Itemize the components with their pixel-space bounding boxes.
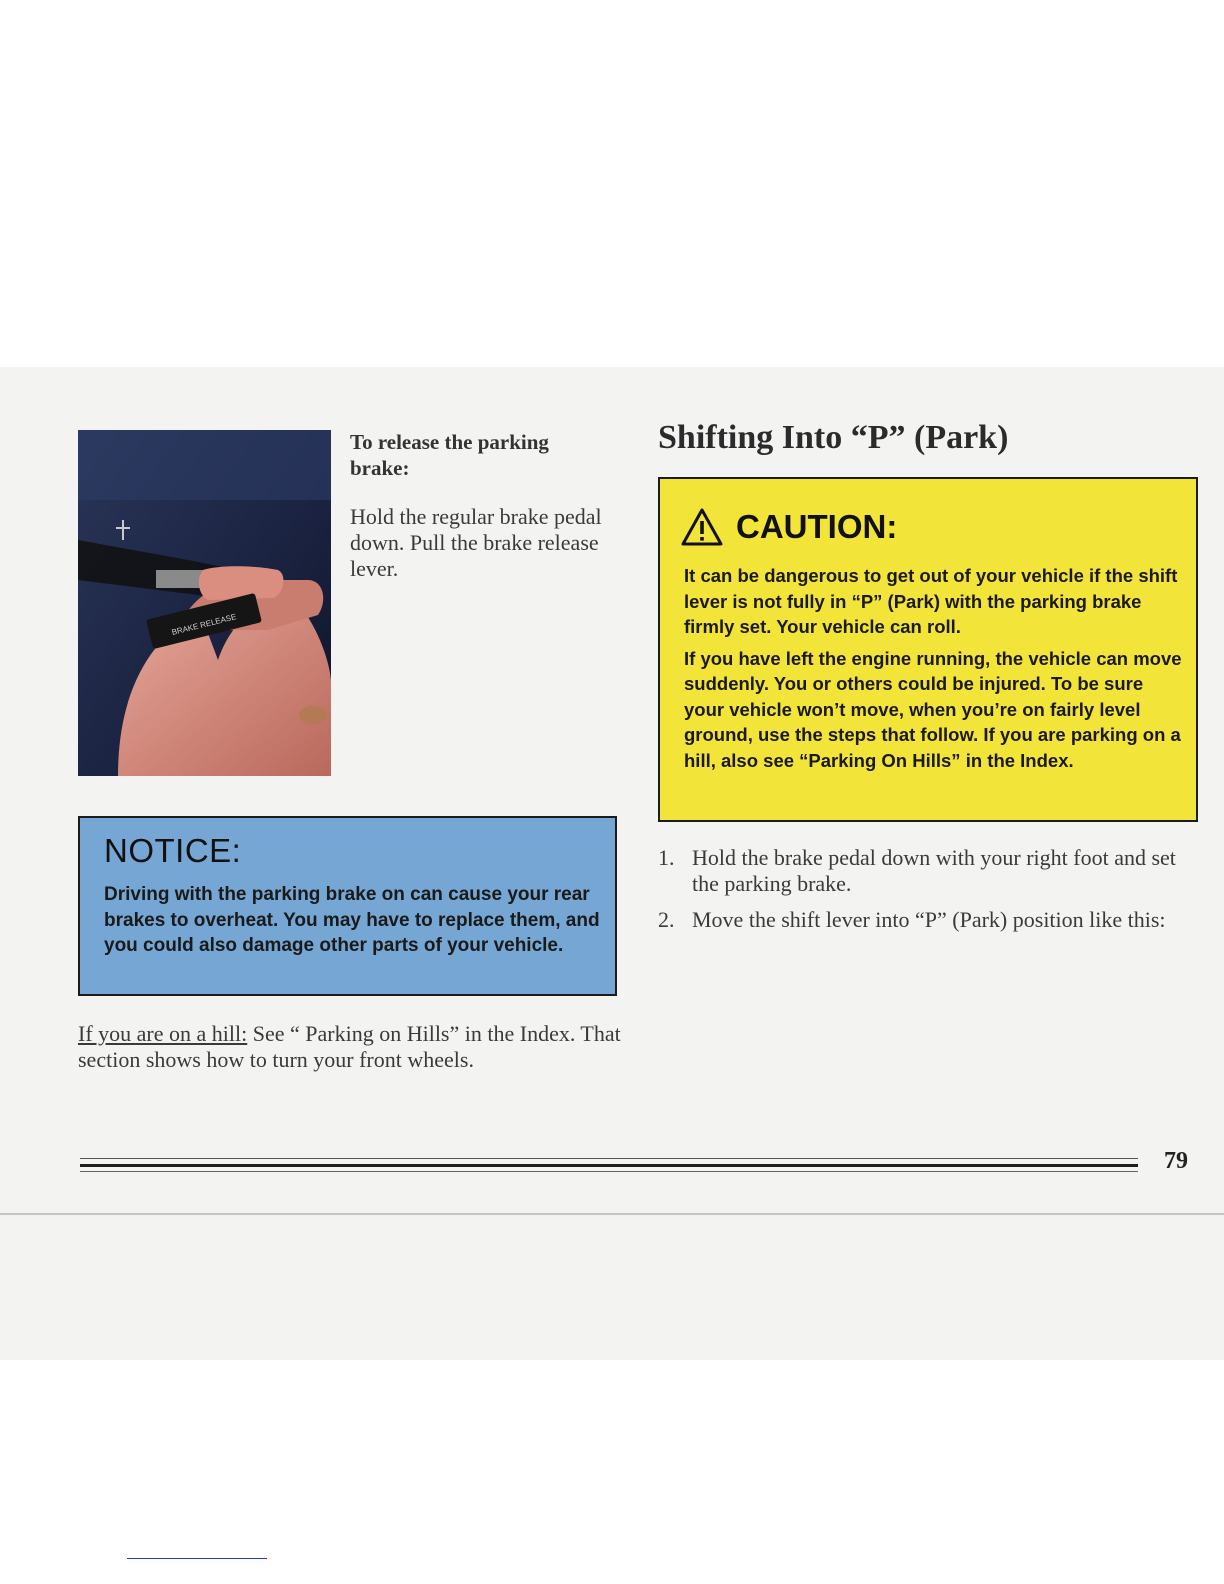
- notice-text: Driving with the parking brake on can cause your rear brakes to overheat. You may have to replace them, and you could also damage other parts of your vehicle.: [104, 884, 600, 956]
- step-number: 2.: [658, 907, 675, 932]
- page-number: 79: [1164, 1148, 1188, 1174]
- step-item: [658, 845, 1188, 897]
- footer-rule-thin: [80, 1171, 1138, 1172]
- notice-title: NOTICE:: [104, 832, 242, 869]
- brake-release-photo: [78, 430, 331, 776]
- caution-header: [680, 507, 897, 547]
- release-instructions: Hold the regular brake pedal down. Pull the brake release lever.: [350, 504, 602, 581]
- notice-box: [78, 816, 617, 996]
- caution-text: [684, 563, 1184, 779]
- caution-box: [658, 477, 1198, 822]
- link-underline: [127, 1558, 267, 1559]
- caution-title: CAUTION:: [736, 508, 898, 545]
- caution-paragraph: If you have left the engine running, the vehicle can move suddenly. You or others could be injured. To be sure your vehicle won’t move, when you’re on fairly level ground, use the steps that follow. If you are parking on a hill, also see “Parking On Hills” in the Index.: [684, 647, 1182, 771]
- step-item: [658, 907, 1188, 933]
- brake-release-illustration: [78, 430, 331, 776]
- footer-rule-thick: [80, 1164, 1138, 1167]
- hill-note: [78, 1021, 638, 1073]
- brake-release-label: BRAKE RELEASE: [170, 612, 238, 637]
- hill-note-text: See “ Parking on Hills” in the Index. That section shows how to turn your front wheels.: [78, 1021, 621, 1072]
- manual-page: [0, 367, 1224, 1360]
- section-title: Shifting Into “P” (Park): [658, 419, 1009, 456]
- step-text: Move the shift lever into “P” (Park) position like this:: [692, 907, 1166, 932]
- caution-paragraph: It can be dangerous to get out of your vehicle if the shift lever is not fully in “P” (Park) with the parking brake firmly set. Your vehicle can roll.: [684, 565, 1178, 637]
- park-steps-list: [658, 845, 1188, 943]
- warning-triangle-icon: [680, 507, 724, 547]
- step-number: 1.: [658, 845, 675, 870]
- page-edge-line: [0, 1213, 1224, 1215]
- hill-note-lead: If you are on a hill:: [78, 1021, 248, 1046]
- footer-rule-thin: [80, 1158, 1138, 1159]
- release-heading: To release the parking brake:: [350, 430, 549, 480]
- step-text: Hold the brake pedal down with your right foot and set the parking brake.: [692, 845, 1176, 896]
